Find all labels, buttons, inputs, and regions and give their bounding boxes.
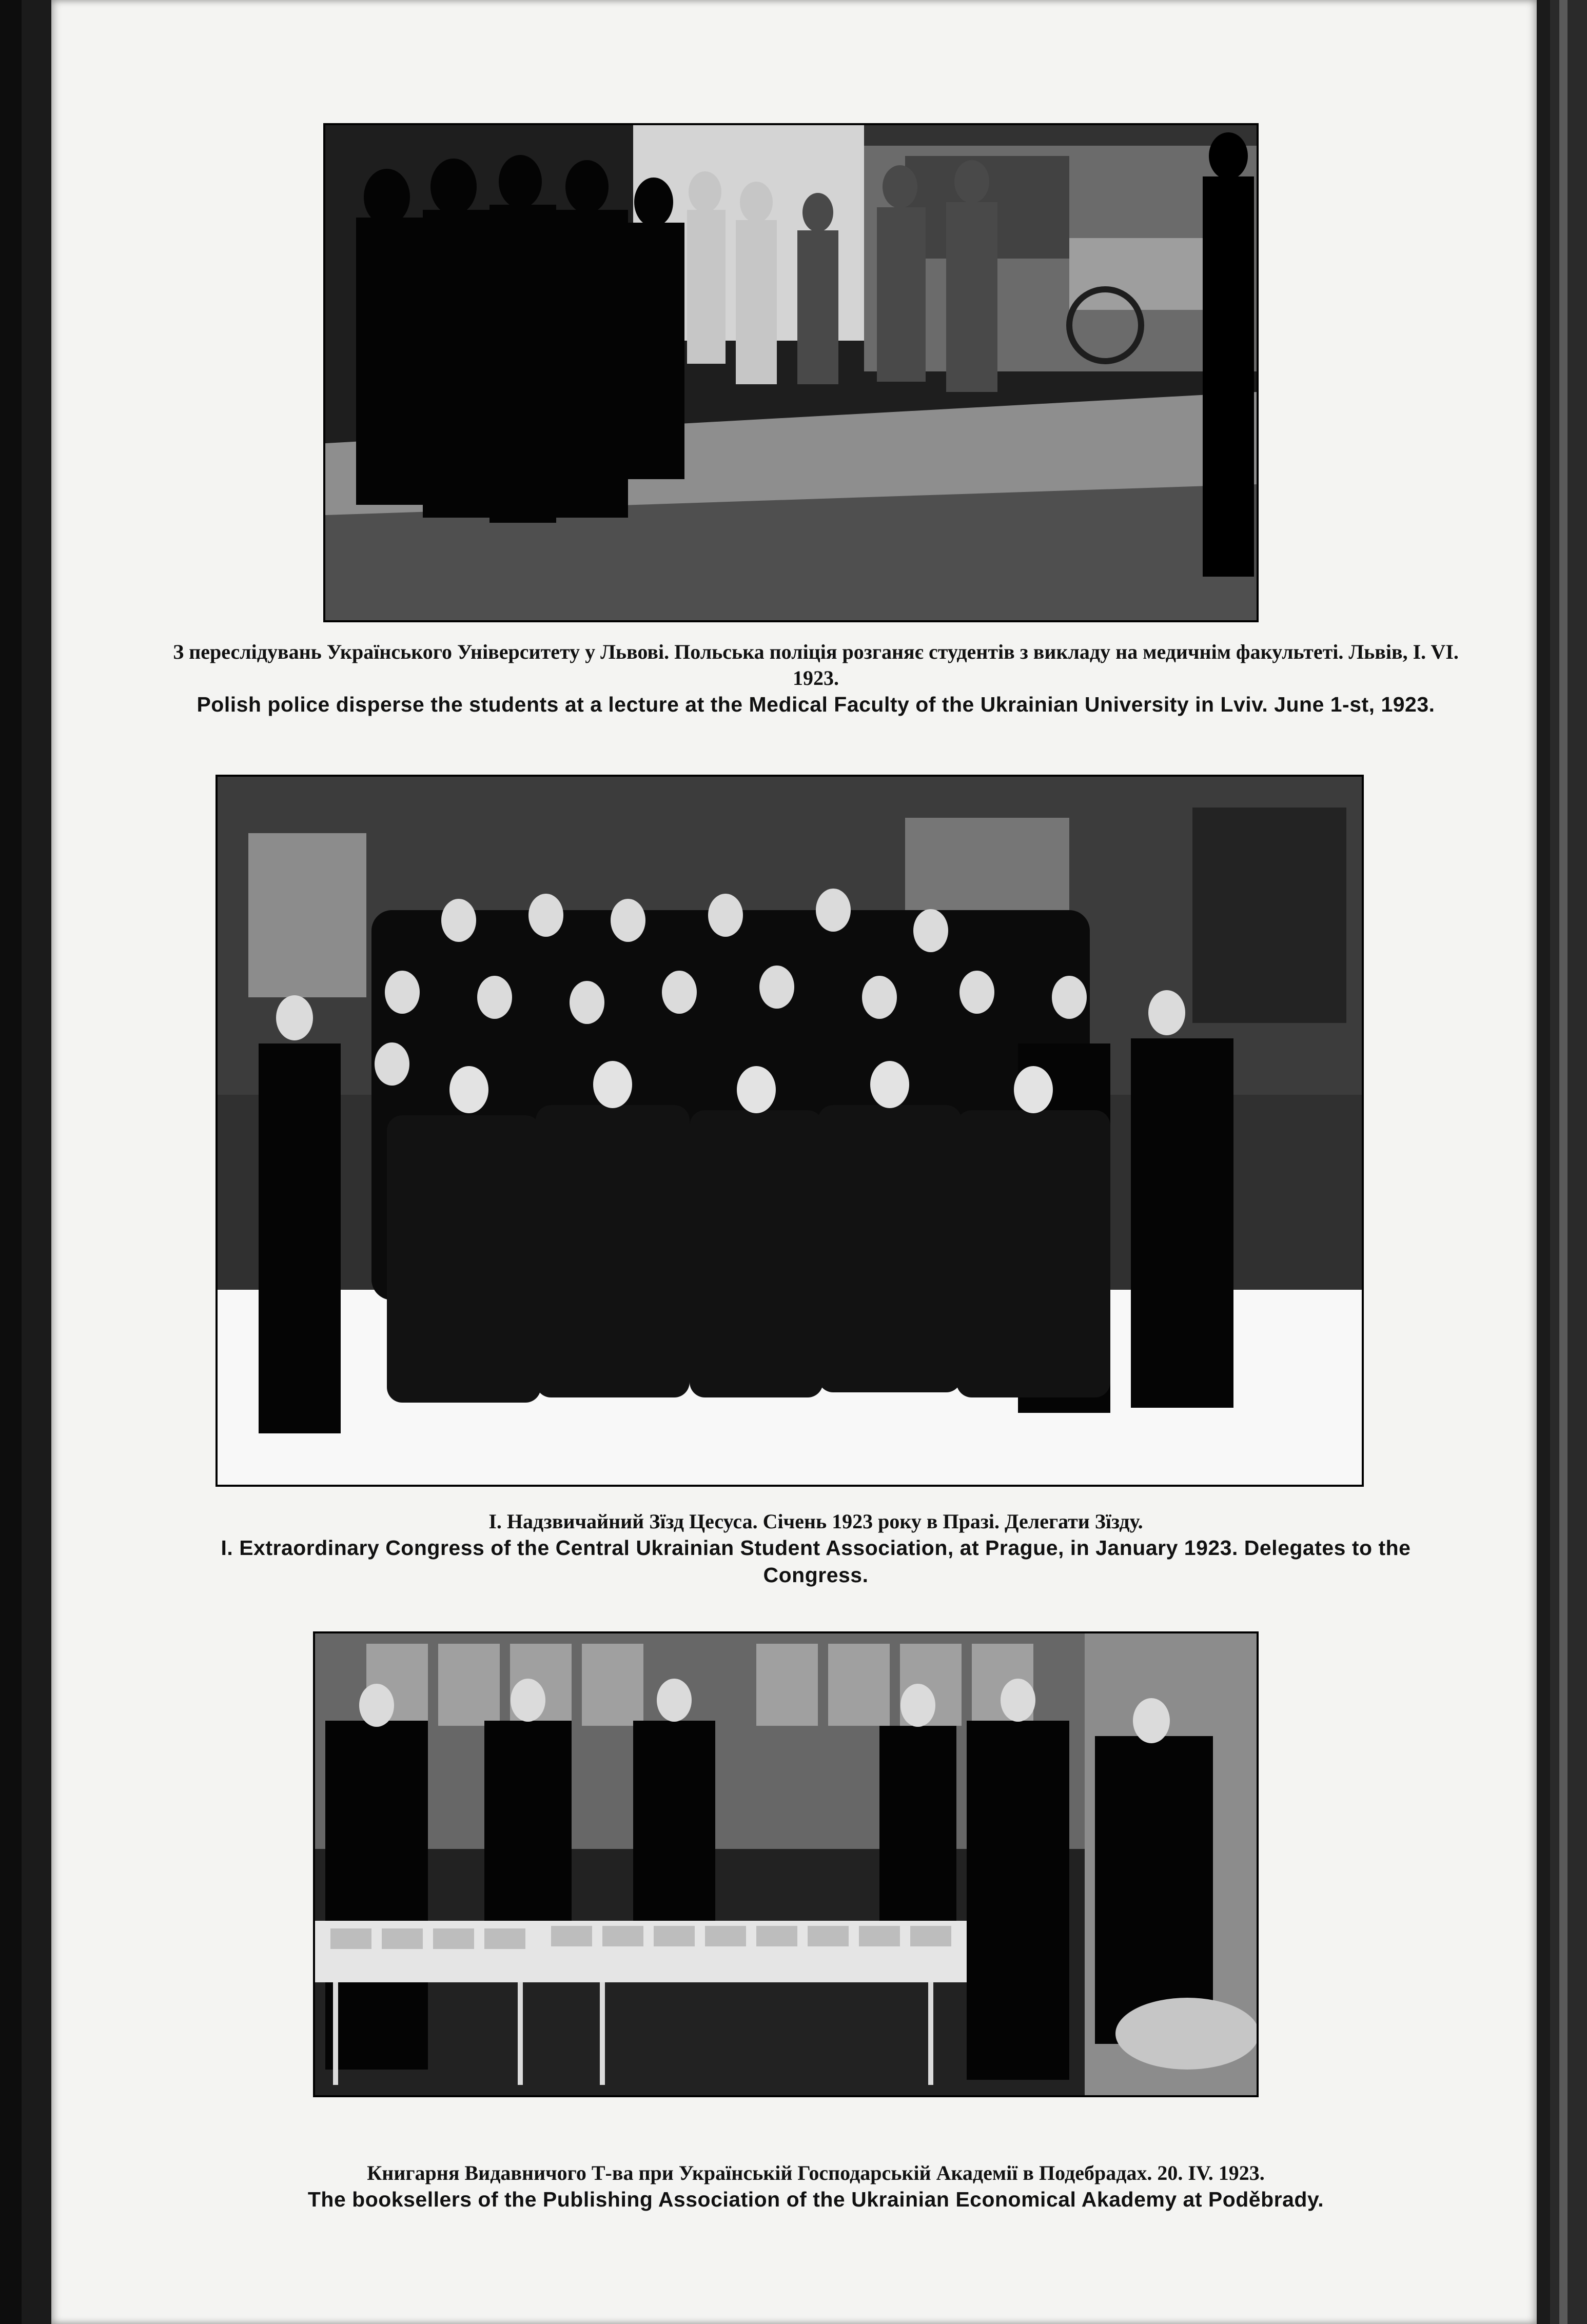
caption-congress xyxy=(169,1508,1462,1588)
photo-booksellers xyxy=(313,1631,1259,2097)
scan-right-margin xyxy=(1550,0,1587,2324)
caption-booksellers-ukrainian: Книгарня Видавничого Т-ва при Українській Господарській Академії в Подебрадах. 20. IV. 1923. xyxy=(367,2161,1265,2184)
caption-congress-ukrainian: I. Надзвичайний Зїзд Цесуса. Січень 1923 року в Празі. Делегати Зїзду. xyxy=(488,1510,1143,1533)
caption-congress-english: I. Extraordinary Congress of the Central Ukrainian Student Association, at Prague, in January 1923. Delegates to the Congress. xyxy=(221,1536,1411,1587)
caption-booksellers xyxy=(169,2160,1462,2213)
page xyxy=(51,0,1537,2324)
scan-left-margin xyxy=(0,0,22,2324)
caption-booksellers-english: The booksellers of the Publishing Association of the Ukrainian Economical Akademy at Poděbrady. xyxy=(307,2188,1324,2212)
caption-police-ukrainian: З переслідувань Українського Університету у Львові. Польська поліція розганяє студентів з викладу на медичнім факультеті. Львів, I. VI. 1923. xyxy=(173,640,1459,690)
photo-police-dispersal xyxy=(323,123,1259,622)
caption-police xyxy=(169,639,1462,718)
caption-police-english: Polish police disperse the students at a lecture at the Medical Faculty of the Ukrainian University in Lviv. June 1-st, 1923. xyxy=(197,693,1435,717)
photo-congress-delegates xyxy=(215,775,1364,1487)
